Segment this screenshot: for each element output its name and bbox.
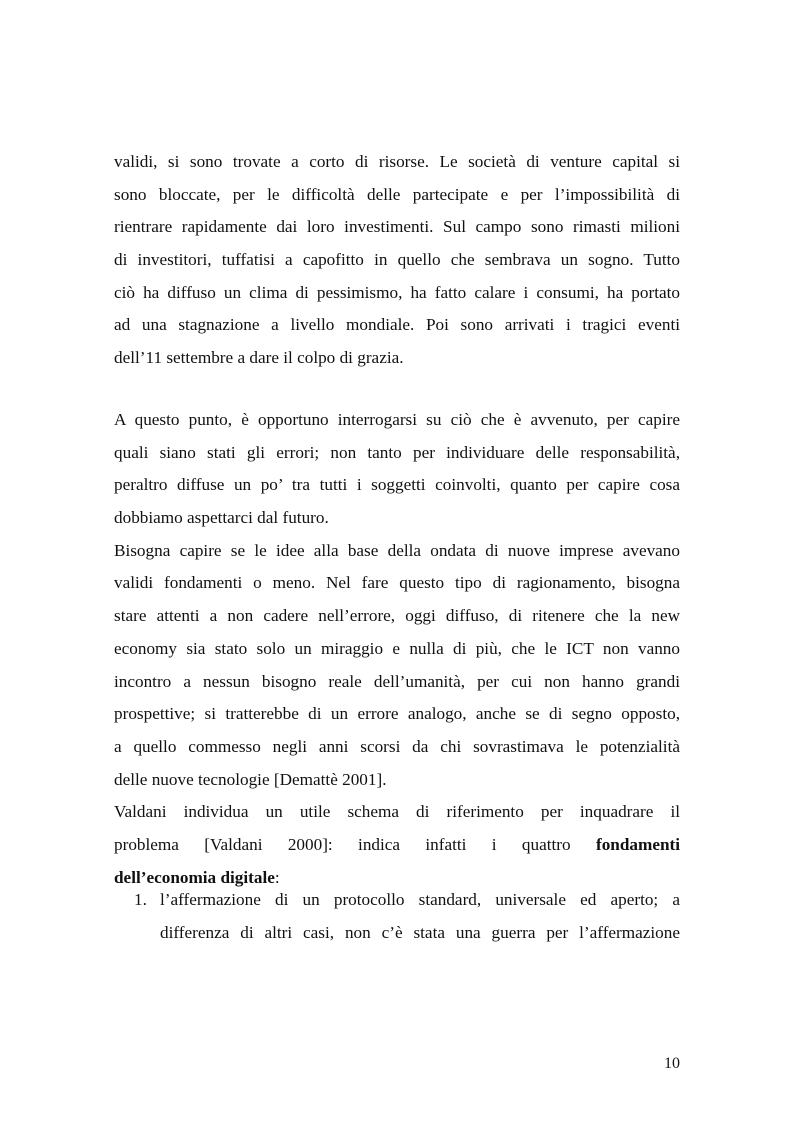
paragraph-line: prospettive; si tratterebbe di un errore analogo, anche se di segno opposto, [114, 704, 680, 724]
paragraph-1 [114, 146, 680, 375]
paragraph-line [114, 829, 680, 862]
paragraph-line: ad una stagnazione a livello mondiale. Poi sono arrivati i tragici eventi [114, 315, 680, 335]
list-item-number: 1. [134, 890, 147, 909]
paragraph-line: ciò ha diffuso un clima di pessimismo, ha fatto calare i consumi, ha portato [114, 282, 680, 302]
paragraph-line: rientrare rapidamente dai loro investimenti. Sul campo sono rimasti milioni [114, 217, 680, 237]
paragraph-line: economy sia stato solo un miraggio e nulla di più, che le ICT non vanno [114, 638, 680, 658]
paragraph-line: validi fondamenti o meno. Nel fare questo tipo di ragionamento, bisogna [114, 573, 680, 593]
numbered-list [134, 884, 680, 949]
paragraph-text: : [274, 867, 280, 887]
paragraph-line: validi, si sono trovate a corto di risorse. Le società di venture capital si [114, 152, 680, 171]
paragraph-text: problema [Valdani 2000]: indica infatti i quattro [114, 834, 571, 854]
paragraph-line: peraltro diffuse un po’ tra tutti i soggetti coinvolti, quanto per capire cosa [114, 475, 680, 495]
paragraph-line: incontro a nessun bisogno reale dell’umanità, per cui non hanno grandi [114, 671, 680, 691]
paragraph-line: Bisogna capire se le idee alla base della ondata di nuove imprese avevano [114, 540, 680, 560]
paragraph-line: a quello commesso negli anni scorsi da chi sovrastimava le potenzialità [114, 736, 680, 756]
page-number: 10 [664, 1055, 680, 1072]
paragraph-line: quali siano stati gli errori; non tanto per individuare delle responsabilità, [114, 442, 680, 462]
list-item-line: l’affermazione di un protocollo standard, universale ed aperto; a [160, 890, 680, 909]
paragraph-line: Valdani individua un utile schema di riferimento per inquadrare il [114, 802, 680, 822]
paragraph-line: dell’11 settembre a dare il colpo di grazia. [114, 348, 404, 368]
paragraph-line: di investitori, tuffatisi a capofitto in quello che sembrava un sogno. Tutto [114, 250, 680, 270]
list-item-line: differenza di altri casi, non c’è stata una guerra per l’affermazione [160, 922, 680, 942]
paragraph-line: stare attenti a non cadere nell’errore, oggi diffuso, di ritenere che la new [114, 606, 680, 626]
paragraph-line: dobbiamo aspettarci dal futuro. [114, 508, 329, 528]
bold-term: dell’economia digitale [114, 867, 275, 887]
paragraph-2-3-4 [114, 404, 680, 894]
paragraph-line: A questo punto, è opportuno interrogarsi su ciò che è avvenuto, per capire [114, 410, 680, 429]
bold-term: fondamenti [595, 834, 681, 854]
paragraph-line: delle nuove tecnologie [Demattè 2001]. [114, 769, 387, 789]
paragraph-line: sono bloccate, per le difficoltà delle partecipate e per l’impossibilità di [114, 184, 680, 204]
